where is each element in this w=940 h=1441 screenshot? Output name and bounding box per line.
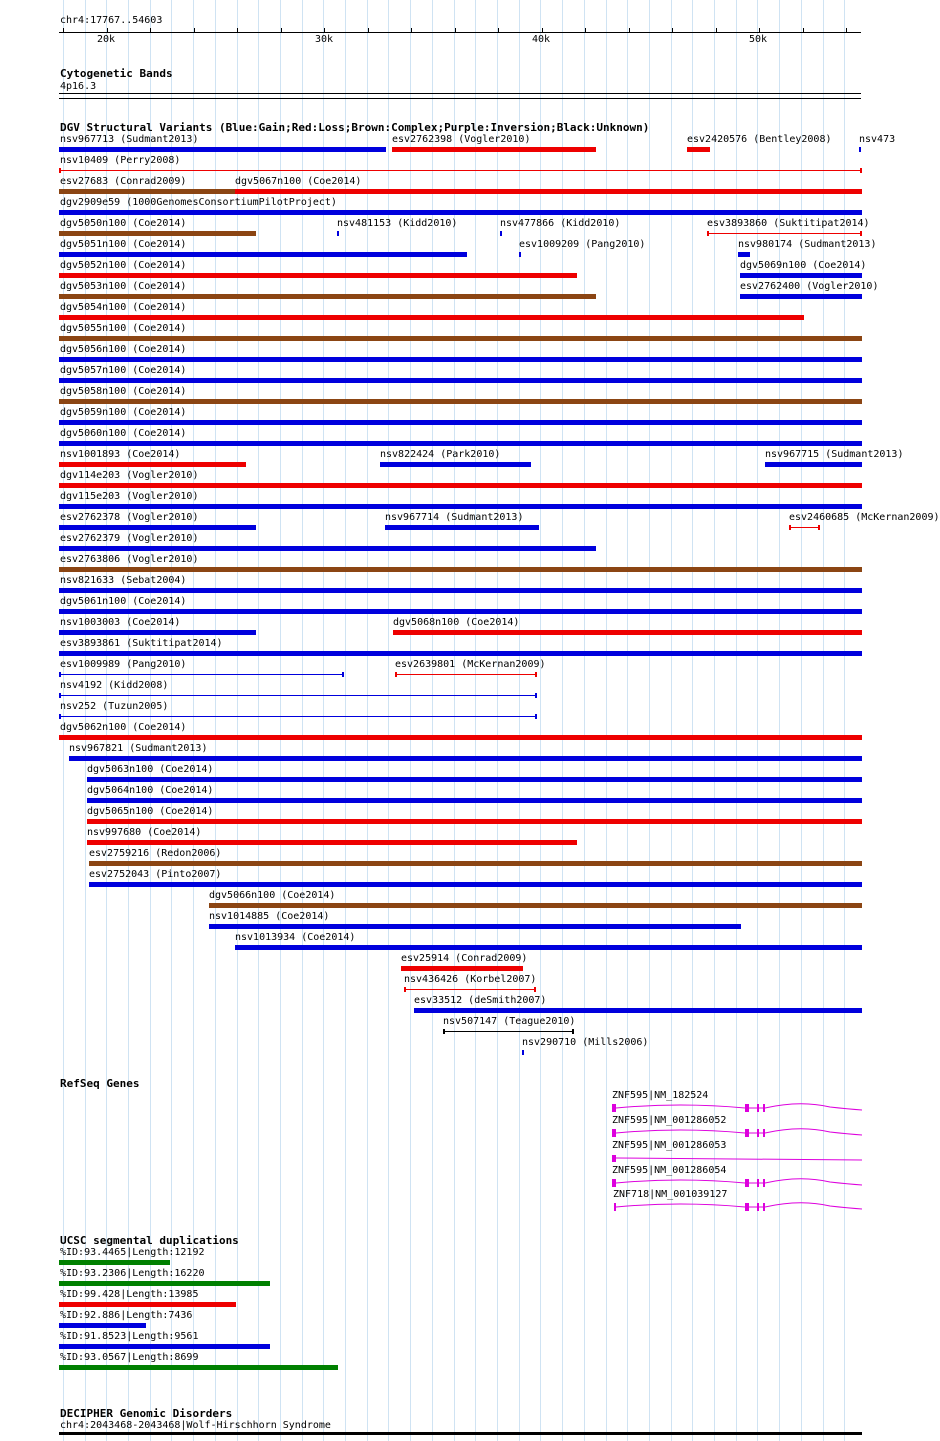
ruler-tick bbox=[194, 28, 195, 32]
variant-label[interactable]: dgv5053n100 (Coe2014) bbox=[60, 281, 187, 292]
track-title-decipher: DECIPHER Genomic Disorders bbox=[60, 1407, 233, 1420]
variant-label[interactable]: nsv10409 (Perry2008) bbox=[60, 155, 181, 166]
variant-label[interactable]: nsv822424 (Park2010) bbox=[380, 449, 501, 460]
segdup-label[interactable]: %ID:93.2306|Length:16220 bbox=[60, 1268, 205, 1279]
ruler-tick bbox=[803, 28, 804, 32]
variant-label[interactable]: dgv5052n100 (Coe2014) bbox=[60, 260, 187, 271]
variant-label[interactable]: nsv473 bbox=[859, 134, 896, 145]
segdup-bar[interactable] bbox=[59, 1365, 338, 1370]
ruler-tick-label: 40k bbox=[532, 34, 551, 45]
variant-label[interactable]: dgv5063n100 (Coe2014) bbox=[87, 764, 214, 775]
gene-label[interactable]: ZNF595|NM_001286054 bbox=[612, 1165, 727, 1176]
variant-label[interactable]: dgv115e203 (Vogler2010) bbox=[60, 491, 199, 502]
variant-label[interactable]: nsv821633 (Sebat2004) bbox=[60, 575, 187, 586]
variant-label[interactable]: nsv481153 (Kidd2010) bbox=[337, 218, 458, 229]
segdup-label[interactable]: %ID:92.886|Length:7436 bbox=[60, 1310, 193, 1321]
variant-label[interactable]: nsv967714 (Sudmant2013) bbox=[385, 512, 524, 523]
decipher-feature-label[interactable]: chr4:2043468-2043468|Wolf-Hirschhorn Syndrome bbox=[60, 1420, 331, 1431]
segdup-bar[interactable] bbox=[59, 1281, 270, 1286]
variant-label[interactable]: dgv5057n100 (Coe2014) bbox=[60, 365, 187, 376]
segdup-bar[interactable] bbox=[59, 1260, 170, 1265]
variant-label[interactable]: dgv5059n100 (Coe2014) bbox=[60, 407, 187, 418]
ruler-tick bbox=[672, 28, 673, 32]
variant-label[interactable]: nsv1013934 (Coe2014) bbox=[235, 932, 356, 943]
variant-label[interactable]: esv2762379 (Vogler2010) bbox=[60, 533, 199, 544]
segdup-bar[interactable] bbox=[59, 1302, 236, 1307]
variant-label[interactable]: nsv967715 (Sudmant2013) bbox=[765, 449, 904, 460]
variant-label[interactable]: esv27683 (Conrad2009) bbox=[60, 176, 187, 187]
ruler-tick bbox=[281, 28, 282, 32]
variant-label[interactable]: esv2420576 (Bentley2008) bbox=[687, 134, 832, 145]
variant-label[interactable]: nsv967713 (Sudmant2013) bbox=[60, 134, 199, 145]
cytoband-label: 4p16.3 bbox=[60, 81, 97, 92]
variant-label[interactable]: esv33512 (deSmith2007) bbox=[414, 995, 547, 1006]
ruler-tick bbox=[716, 28, 717, 32]
ruler-tick bbox=[759, 28, 760, 32]
track-title-segdup: UCSC segmental duplications bbox=[60, 1234, 239, 1247]
variant-label[interactable]: dgv5067n100 (Coe2014) bbox=[235, 176, 362, 187]
variant-label[interactable]: dgv5068n100 (Coe2014) bbox=[393, 617, 520, 628]
track-title-refseq: RefSeq Genes bbox=[60, 1077, 140, 1090]
ruler-tick bbox=[368, 28, 369, 32]
variant-label[interactable]: nsv290710 (Mills2006) bbox=[522, 1037, 649, 1048]
ruler-range-label: chr4:17767..54603 bbox=[60, 15, 163, 26]
segdup-bar[interactable] bbox=[59, 1344, 270, 1349]
variant-label[interactable]: esv2762400 (Vogler2010) bbox=[740, 281, 879, 292]
variant-label[interactable]: esv2763806 (Vogler2010) bbox=[60, 554, 199, 565]
variant-label[interactable]: esv2639801 (McKernan2009) bbox=[395, 659, 546, 670]
variant-label[interactable]: nsv1001893 (Coe2014) bbox=[60, 449, 181, 460]
variant-label[interactable]: dgv5061n100 (Coe2014) bbox=[60, 596, 187, 607]
variant-label[interactable]: esv2759216 (Redon2006) bbox=[89, 848, 222, 859]
gene-label[interactable]: ZNF595|NM_001286052 bbox=[612, 1115, 727, 1126]
ruler-tick bbox=[324, 28, 325, 32]
ruler-tick bbox=[846, 28, 847, 32]
variant-label[interactable]: esv2762378 (Vogler2010) bbox=[60, 512, 199, 523]
gene-label[interactable]: ZNF595|NM_182524 bbox=[612, 1090, 709, 1101]
variant-label[interactable]: esv2762398 (Vogler2010) bbox=[392, 134, 531, 145]
ruler-tick bbox=[455, 28, 456, 32]
variant-label[interactable]: nsv980174 (Sudmant2013) bbox=[738, 239, 877, 250]
variant-label[interactable]: dgv5058n100 (Coe2014) bbox=[60, 386, 187, 397]
ruler-tick-label: 20k bbox=[97, 34, 116, 45]
variant-label[interactable]: dgv5069n100 (Coe2014) bbox=[740, 260, 867, 271]
variant-label[interactable]: nsv252 (Tuzun2005) bbox=[60, 701, 169, 712]
decipher-feature-bar[interactable] bbox=[59, 1432, 862, 1435]
variant-label[interactable]: dgv5056n100 (Coe2014) bbox=[60, 344, 187, 355]
variant-label[interactable]: dgv5060n100 (Coe2014) bbox=[60, 428, 187, 439]
variant-label[interactable]: dgv5062n100 (Coe2014) bbox=[60, 722, 187, 733]
track-title-dgv: DGV Structural Variants (Blue:Gain;Red:Loss;Brown:Complex;Purple:Inversion;Black:Unknown) bbox=[60, 121, 650, 134]
ruler-tick bbox=[107, 28, 108, 32]
ruler-tick bbox=[629, 28, 630, 32]
variant-label[interactable]: esv1009209 (Pang2010) bbox=[519, 239, 646, 250]
ruler-tick bbox=[237, 28, 238, 32]
variant-label[interactable]: dgv2909e59 (1000GenomesConsortiumPilotProject) bbox=[60, 197, 337, 208]
ruler-tick bbox=[411, 28, 412, 32]
variant-label[interactable]: esv1009989 (Pang2010) bbox=[60, 659, 187, 670]
gene-label[interactable]: ZNF595|NM_001286053 bbox=[612, 1140, 727, 1151]
ruler-tick bbox=[498, 28, 499, 32]
variant-label[interactable]: nsv1003003 (Coe2014) bbox=[60, 617, 181, 628]
variant-label[interactable]: dgv5055n100 (Coe2014) bbox=[60, 323, 187, 334]
variant-label[interactable]: nsv507147 (Teague2010) bbox=[443, 1016, 576, 1027]
variant-label[interactable]: nsv967821 (Sudmant2013) bbox=[69, 743, 208, 754]
segdup-label[interactable]: %ID:93.0567|Length:8699 bbox=[60, 1352, 199, 1363]
track-title-cytoband: Cytogenetic Bands bbox=[60, 67, 173, 80]
variant-label[interactable]: nsv436426 (Korbel2007) bbox=[404, 974, 537, 985]
variant-label[interactable]: nsv997680 (Coe2014) bbox=[87, 827, 202, 838]
variant-label[interactable]: esv3893861 (Suktitipat2014) bbox=[60, 638, 223, 649]
variant-label[interactable]: dgv5065n100 (Coe2014) bbox=[87, 806, 214, 817]
gene-label[interactable]: ZNF718|NM_001039127 bbox=[613, 1189, 728, 1200]
ruler-tick-label: 50k bbox=[749, 34, 768, 45]
ruler-tick bbox=[585, 28, 586, 32]
variant-label[interactable]: esv2460685 (McKernan2009) bbox=[789, 512, 940, 523]
variant-label[interactable]: esv25914 (Conrad2009) bbox=[401, 953, 528, 964]
ruler-tick bbox=[542, 28, 543, 32]
variant-label[interactable]: dgv114e203 (Vogler2010) bbox=[60, 470, 199, 481]
ruler-tick bbox=[63, 28, 64, 32]
segdup-label[interactable]: %ID:93.4465|Length:12192 bbox=[60, 1247, 205, 1258]
variant-label[interactable]: dgv5064n100 (Coe2014) bbox=[87, 785, 214, 796]
variant-label[interactable]: nsv1014885 (Coe2014) bbox=[209, 911, 330, 922]
variant-label[interactable]: dgv5050n100 (Coe2014) bbox=[60, 218, 187, 229]
ruler-tick-label: 30k bbox=[315, 34, 334, 45]
variant-label[interactable]: dgv5051n100 (Coe2014) bbox=[60, 239, 187, 250]
variant-label[interactable]: nsv4192 (Kidd2008) bbox=[60, 680, 169, 691]
variant-label[interactable]: esv2752043 (Pinto2007) bbox=[89, 869, 222, 880]
segdup-label[interactable]: %ID:99.428|Length:13985 bbox=[60, 1289, 199, 1300]
variant-label[interactable]: esv3893860 (Suktitipat2014) bbox=[707, 218, 870, 229]
ruler-tick bbox=[150, 28, 151, 32]
variant-label[interactable]: nsv477866 (Kidd2010) bbox=[500, 218, 621, 229]
variant-label[interactable]: dgv5066n100 (Coe2014) bbox=[209, 890, 336, 901]
variant-label[interactable]: dgv5054n100 (Coe2014) bbox=[60, 302, 187, 313]
segdup-label[interactable]: %ID:91.8523|Length:9561 bbox=[60, 1331, 199, 1342]
segdup-bar[interactable] bbox=[59, 1323, 146, 1328]
